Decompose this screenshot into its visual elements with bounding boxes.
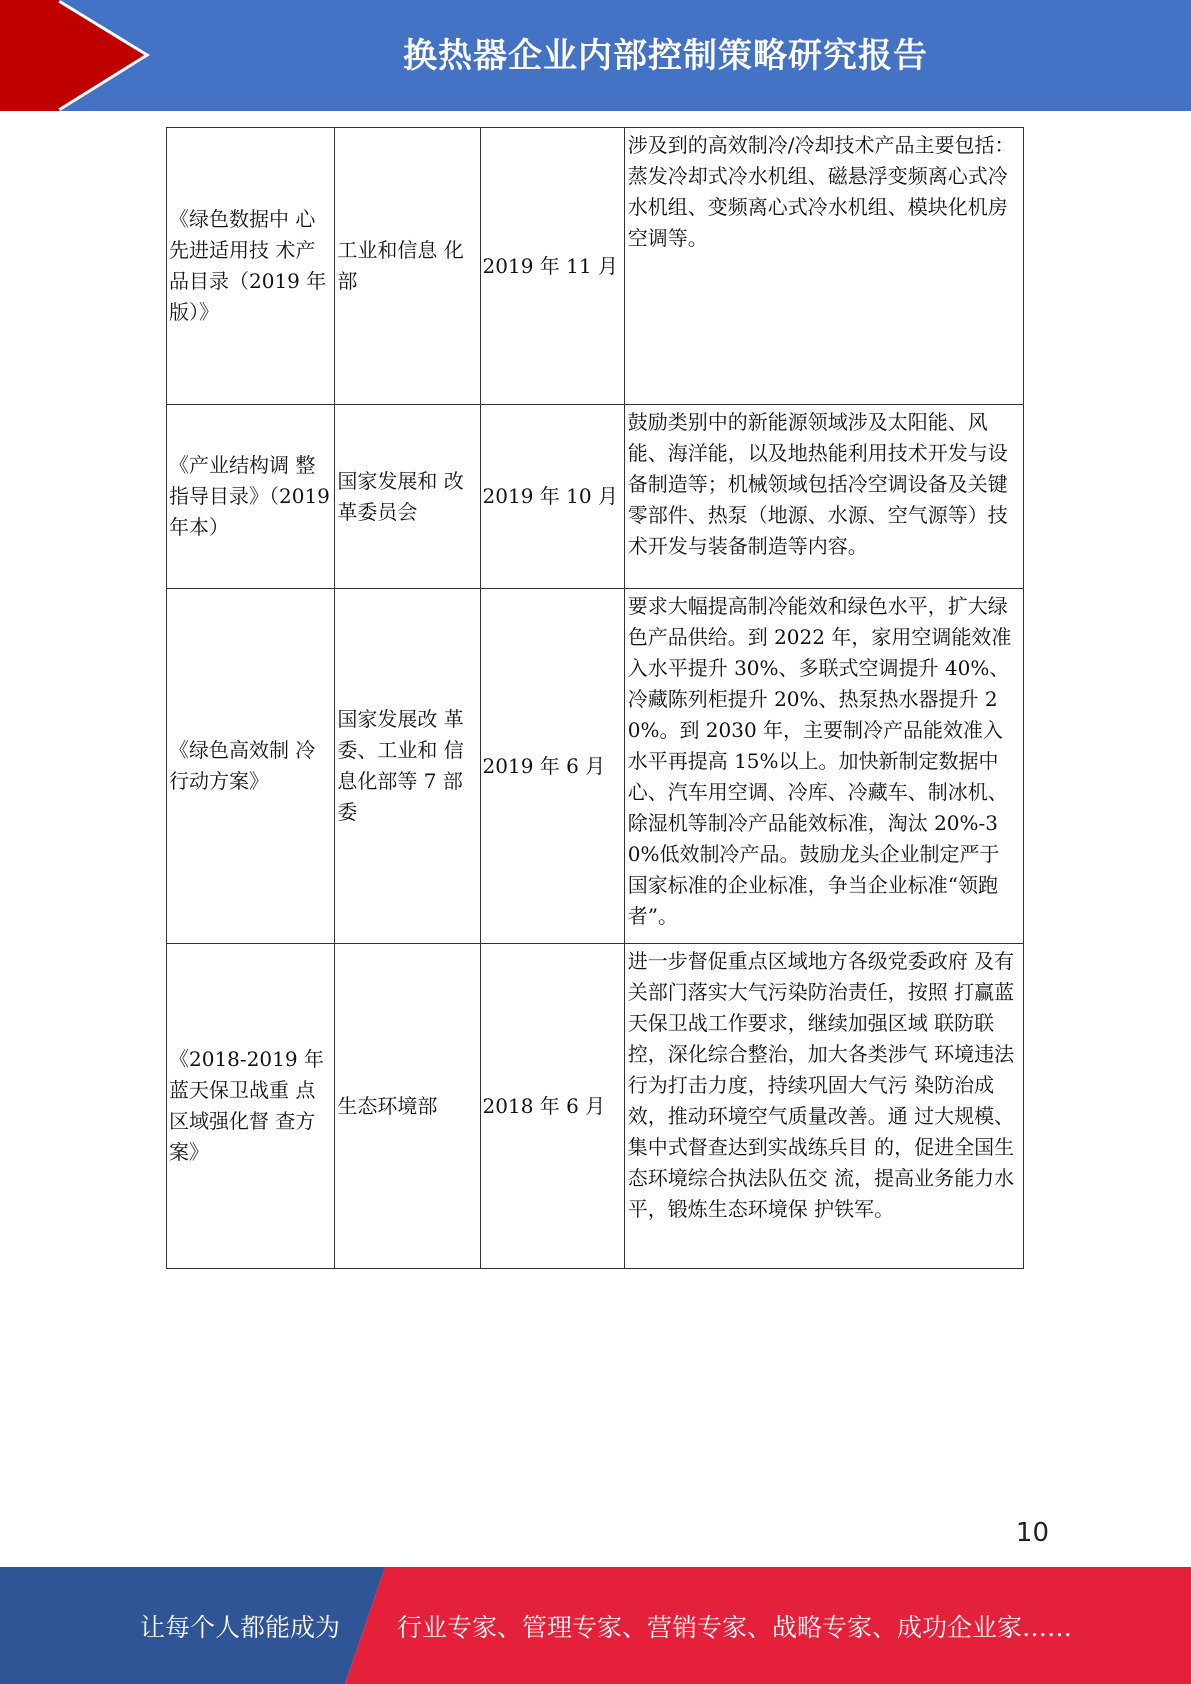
policy-description-cell: 进一步督促重点区域地方各级党委政府 及有关部门落实大气污染防治责任，按照 打赢蓝天保卫战工作要求，继续加强区域 联防联控，深化综合整治，加大各类涉气 环境违法行为打击力度，持续巩固大气污 染防治成效，推动环境空气质量改善。通 过大规模、集中式督查达到实战练兵目 的，促进全国生态环境综合执法队伍交 流，提高业务能力水平，锻炼生态环境保 护铁军。 (624, 944, 1023, 1269)
policy-description-cell: 要求大幅提高制冷能效和绿色水平，扩大绿色产品供给。到 2022 年，家用空调能效准入水平提升 30%、多联式空调提升 40%、冷藏陈列柜提升 20%、热泵热水器提升 20%。到 2030 年，主要制冷产品能效准入水平再提高 15%以上。加快新制定数据中心、汽车用空调、冷库、冷藏车、制冰机、除湿机等制冷产品能效标准，淘汰 20%-30%低效制冷产品。鼓励龙头企业制定严于国家标准的企业标准，争当企业标准“领跑者”。 (624, 589, 1023, 944)
table-row (167, 128, 1024, 405)
issue-date-cell: 2019 年 11 月 (480, 128, 624, 405)
policy-name-cell: 《绿色高效制 冷行动方案》 (167, 589, 335, 944)
report-title: 换热器企业内部控制策略研究报告 (403, 36, 928, 76)
issuing-department-cell: 国家发展和 改革委员会 (335, 405, 480, 589)
table-row (167, 589, 1024, 944)
page-footer (0, 1567, 1191, 1684)
footer-slogan-left: 让每个人都能成为 (140, 1612, 341, 1642)
policy-table (166, 127, 1024, 1269)
issue-date-cell: 2019 年 10 月 (480, 405, 624, 589)
table-row (167, 405, 1024, 589)
table-row (167, 944, 1024, 1269)
policy-name-cell: 《产业结构调 整指导目录》（2019 年本） (167, 405, 335, 589)
policy-name-cell: 《2018-2019 年蓝天保卫战重 点区域强化督 查方案》 (167, 944, 335, 1269)
policy-description-cell: 涉及到的高效制冷/冷却技术产品主要包括：蒸发冷却式冷水机组、磁悬浮变频离心式冷水机组、变频离心式冷水机组、模块化机房空调等。 (624, 128, 1023, 405)
policy-description-cell: 鼓励类别中的新能源领域涉及太阳能、风能、海洋能，以及地热能利用技术开发与设备制造等；机械领域包括冷空调设备及关键零部件、热泵（地源、水源、空气源等）技术开发与装备制造等内容。 (624, 405, 1023, 589)
footer-slogan-right: 行业专家、管理专家、营销专家、战略专家、成功企业家…… (397, 1612, 1073, 1642)
issue-date-cell: 2019 年 6 月 (480, 589, 624, 944)
issuing-department-cell: 生态环境部 (335, 944, 480, 1269)
issue-date-cell: 2018 年 6 月 (480, 944, 624, 1269)
issuing-department-cell: 工业和信息 化部 (335, 128, 480, 405)
policy-name-cell: 《绿色数据中 心先进适用技 术产品目录（2019 年版）》 (167, 128, 335, 405)
page-header (0, 0, 1191, 111)
issuing-department-cell: 国家发展改 革委、工业和 信息化部等 7 部委 (335, 589, 480, 944)
page-number: 10 (1015, 1518, 1049, 1548)
